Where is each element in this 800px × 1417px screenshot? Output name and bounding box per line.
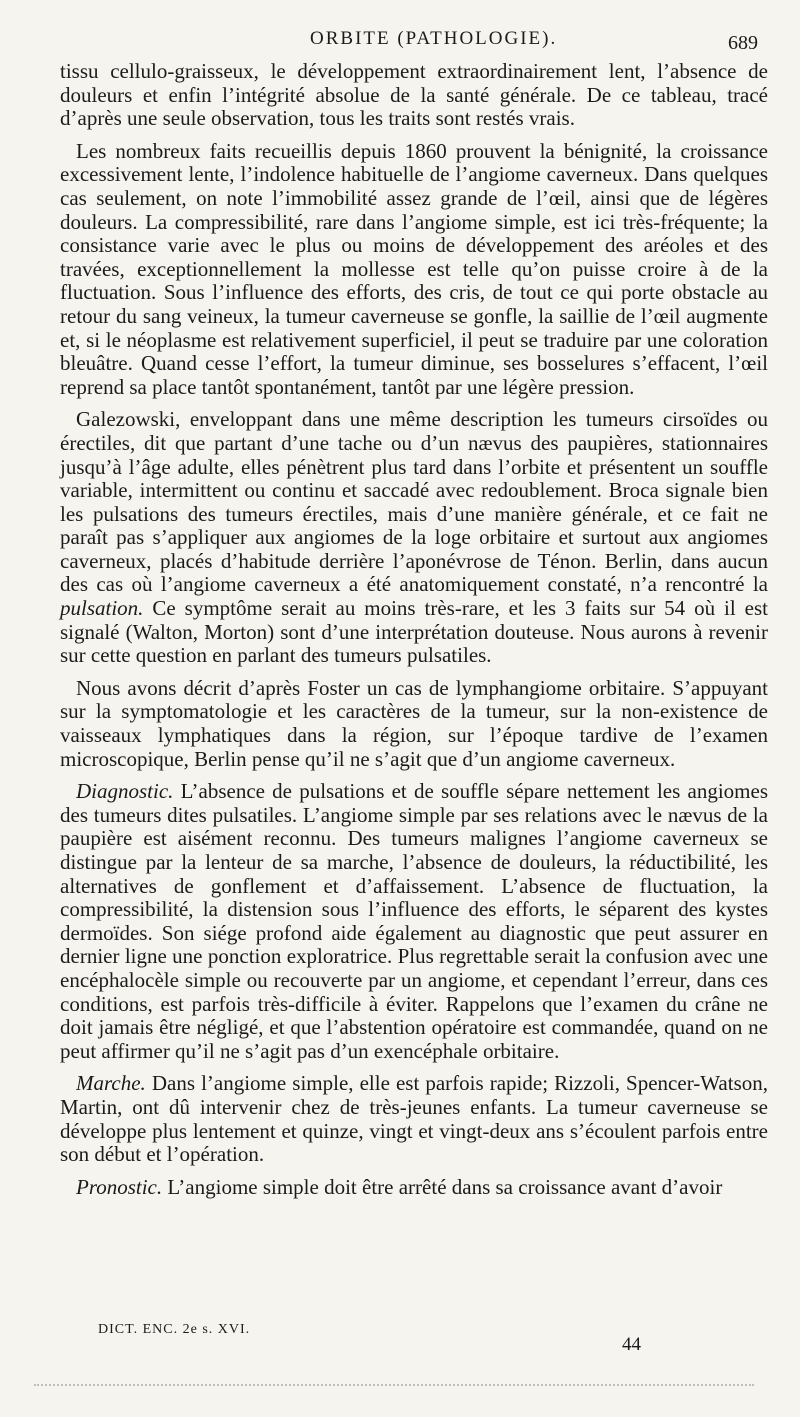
section-label-pronostic: Pronostic. — [76, 1174, 163, 1199]
paragraph-text: Nous avons décrit d’après Foster un cas de lymphangiome orbitaire. S’appuyant sur la symptomatologie et les caractères de la tumeur, sur la non-existence de vaisseaux lymphatiques dans la région, sur l’époque tardive de l’examen microscopique, Berlin pense qu’il ne s’agit que d’un angiome caverneux. — [60, 675, 768, 771]
paragraph-text: Dans l’angiome simple, elle est parfois rapide; Rizzoli, Spencer-Watson, Martin, ont dû intervenir chez de très-jeunes enfants. La tumeur caverneuse se développe plus lentement et quinze, vingt et vingt-deux ans s’écoulent parfois entre son début et l’opération. — [60, 1071, 768, 1167]
paragraph-diagnostic — [60, 780, 768, 1063]
section-label-diagnostic: Diagnostic. — [76, 779, 174, 804]
bleed-through-line — [34, 1384, 754, 1386]
paragraph-text: tissu cellulo-graisseux, le développement extraordinairement lent, l’absence de douleurs et enfin l’intégrité absolue de la santé générale. De ce tableau, tracé d’après une seule observation, tous les traits sont restés vrais. — [60, 59, 768, 131]
running-head — [0, 22, 800, 58]
body-text — [60, 60, 768, 1208]
paragraph-text: L’absence de pulsations et de souffle sépare nettement les angiomes des tumeurs dites pulsatiles. L’angiome simple par ses relations avec le nævus de la paupière est aisément reconnu. Des tumeurs malignes l’angiome caverneux se distingue par la lenteur de sa marche, l’absence de douleurs, la réductibilité, les alternatives de gonflement et d’affaissement. L’absence de fluctuation, la compressibilité, la distension sous l’influence des efforts, le séparent des kystes dermoïdes. Son siége profond aide également au diagnostic que peut assurer en dernier ligne une ponction exploratrice. Plus regrettable serait la confusion avec une encéphalocèle simple ou recouverte par un angiome, et cependant l’erreur, dans ces conditions, est parfois très-difficile à éviter. Rappelons que l’examen du crâne ne doit jamais être négligé, et que l’abstention opératoire est commandée, quand on ne peut affirmer qu’il ne s’agit pas d’un exencéphale orbitaire. — [60, 779, 768, 1063]
section-label-marche: Marche. — [76, 1071, 146, 1096]
page-footer — [0, 1320, 800, 1400]
paragraph-text: L’angiome simple doit être arrêté dans sa croissance avant d’avoir — [162, 1174, 723, 1199]
paragraph-marche — [60, 1072, 768, 1166]
paragraph-lymphangiome — [60, 677, 768, 771]
paragraph-galezowski — [60, 408, 768, 668]
running-title: ORBITE (PATHOLOGIE). — [310, 28, 558, 49]
paragraph-pronostic — [60, 1176, 768, 1200]
sheet-number: 44 — [622, 1334, 641, 1355]
emphasis-pulsation: pulsation. — [60, 596, 144, 621]
printer-signature: DICT. ENC. 2e s. XVI. — [98, 1322, 251, 1337]
paragraph-text: Les nombreux faits recueillis depuis 1860 prouvent la bénignité, la croissance excessivement lente, l’indolence habituelle de l’angiome caverneux. Dans quelques cas seulement, on note l’immobilité assez grande de l’œil, ainsi que de légères douleurs. La compressibilité, rare dans l’angiome simple, est ici très-fréquente; la consistance varie avec le plus ou moins de développement des aréoles et des travées, exceptionnellement la mollesse est telle qu’on puisse croire à de la fluctuation. Sous l’influence des efforts, des cris, de tout ce qui porte obstacle au retour du sang veineux, la tumeur caverneuse se gonfle, la saillie de l’œil augmente et, si le néoplasme est relativement superficiel, il peut se traduire par une coloration bleuâtre. Quand cesse l’effort, la tumeur diminue, ses bosselures s’effacent, l’œil reprend sa place tantôt spontanément, tantôt par une légère pression. — [60, 138, 768, 399]
paragraph-caverneux — [60, 140, 768, 400]
paragraph-text: Ce symptôme serait au moins très-rare, et les 3 faits sur 54 où il est signalé (Walton, Morton) sont d’une interprétation douteuse. Nous aurons à revenir sur cette question en parlant des tumeurs pulsatiles. — [60, 596, 768, 668]
paragraph-continuation — [60, 60, 768, 131]
paragraph-text: Galezowski, enveloppant dans une même description les tumeurs cirsoïdes ou érectiles, dit que partant d’une tache ou d’un nævus des paupières, stationnaires jusqu’à l’âge adulte, elles pénètrent plus tard dans l’orbite et présentent un souffle variable, intermittent ou continu et saccadé avec redoublement. Broca signale bien les pulsations des tumeurs érectiles, mais d’une manière générale, et ce fait ne paraît pas s’appliquer aux angiomes de la loge orbitaire et surtout aux angiomes caverneux, placés d’habitude derrière l’aponévrose de Ténon. Berlin, dans aucun des cas où l’angiome caverneux a été anatomiquement constaté, n’a rencontré la — [60, 407, 768, 597]
page-number: 689 — [728, 32, 758, 54]
